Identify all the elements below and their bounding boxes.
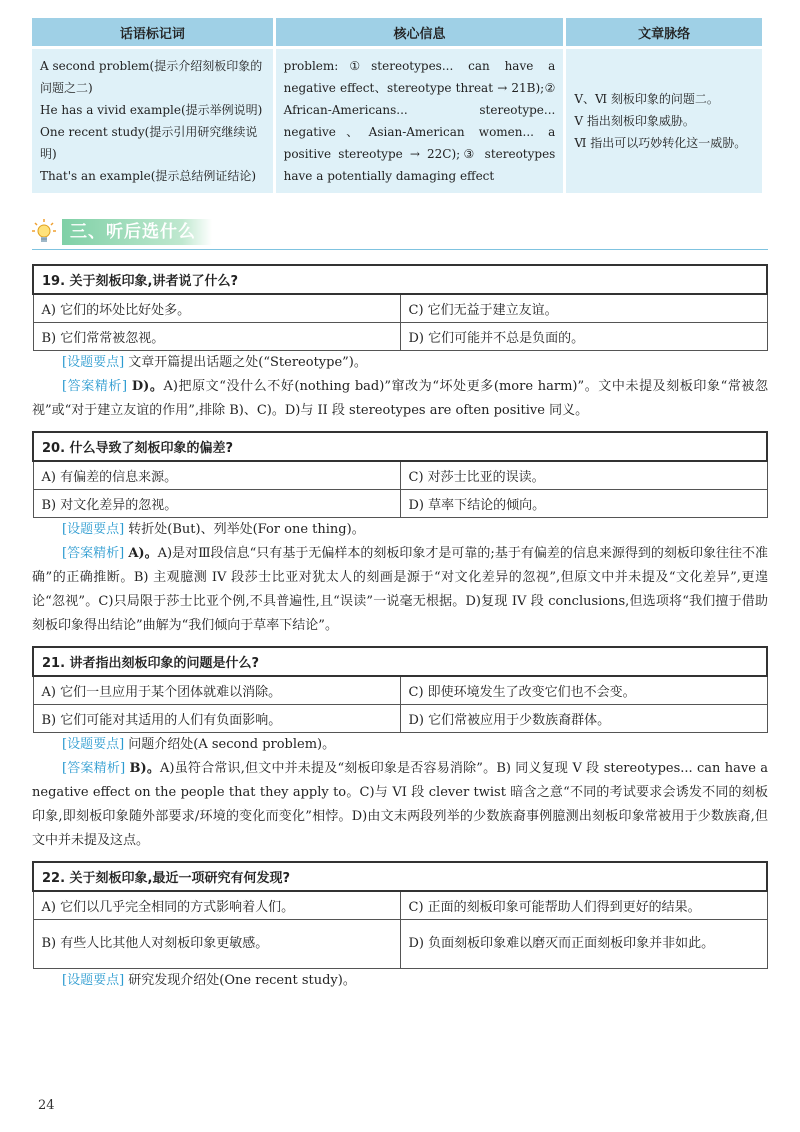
key-point [32, 733, 768, 757]
question-title: 21. 讲者指出刻板印象的问题是什么? [33, 647, 767, 676]
structure-line: Ⅴ 指出刻板印象威胁。 [574, 114, 695, 128]
key-text: 研究发现介绍处(One recent study)。 [128, 973, 356, 988]
option-a[interactable]: A) 它们的坏处比好处多。 [33, 294, 400, 323]
option-c[interactable]: C) 正面的刻板印象可能帮助人们得到更好的结果。 [400, 891, 767, 920]
page-content [32, 18, 768, 993]
key-text: 文章开篇提出话题之处(“Stereotype”)。 [128, 355, 367, 370]
key-tag: [设题要点] [62, 973, 125, 988]
option-c[interactable]: C) 对莎士比亚的误读。 [400, 461, 767, 490]
answer-text: A)是对Ⅲ段信息“只有基于无偏样本的刻板印象才是可靠的;基于有偏差的信息来源得到的刻板印象往往不准确”的正确推断。B) 主观臆测 IV 段莎士比亚对犹太人的刻画是源于“对文化差异的忽视”,但原文中并未提及“文化差异”,更遑论“忽视”。C)只局限于莎士比亚个例,不具普遍性,且“误读”一说毫无根据。D)复现 IV 段 conclusions,但选项将“我们擅于借助刻板印象得出结论”曲解为“我们倾向于草率下结论”。 [32, 546, 768, 633]
key-tag: [设题要点] [62, 737, 125, 752]
key-point [32, 518, 768, 542]
key-point [32, 969, 768, 993]
answer-analysis [32, 542, 768, 638]
answer-tag: [答案精析] [62, 546, 125, 561]
header-markers: 话语标记词 [32, 18, 273, 49]
markers-cell [32, 49, 273, 193]
marker-line: That's an example(提示总结例证结论) [40, 169, 257, 183]
answer-letter: B)。 [129, 761, 161, 776]
option-d[interactable]: D) 它们可能并不总是负面的。 [400, 323, 767, 351]
page-number: 24 [38, 1098, 55, 1113]
answer-text: A)把原文“没什么不好(nothing bad)”窜改为“坏处更多(more harm)”。文中未提及刻板印象“常被忽视”或“对于建立友谊的作用”,排除 B)、C)。D)与 II 段 stereotypes are often positive 同义。 [32, 379, 769, 418]
question-title: 20. 什么导致了刻板印象的偏差? [33, 432, 767, 461]
answer-tag: [答案精析] [62, 761, 126, 776]
answer-letter: A)。 [128, 546, 158, 561]
option-b[interactable]: B) 它们常常被忽视。 [33, 323, 400, 351]
discourse-marker-table [29, 18, 765, 193]
key-point [32, 351, 768, 375]
key-tag: [设题要点] [62, 522, 125, 537]
header-structure: 文章脉络 [566, 18, 762, 49]
section-heading [32, 215, 768, 250]
option-a[interactable]: A) 它们一旦应用于某个团体就难以消除。 [33, 676, 400, 705]
option-d[interactable]: D) 负面刻板印象难以磨灭而正面刻板印象并非如此。 [400, 920, 767, 969]
option-a[interactable]: A) 它们以几乎完全相同的方式影响着人们。 [33, 891, 400, 920]
structure-cell [566, 49, 762, 193]
option-b[interactable]: B) 有些人比其他人对刻板印象更敏感。 [33, 920, 400, 969]
answer-analysis [32, 757, 768, 853]
option-b[interactable]: B) 它们可能对其适用的人们有负面影响。 [33, 705, 400, 733]
option-b[interactable]: B) 对文化差异的忽视。 [33, 490, 400, 518]
question-19 [32, 264, 768, 423]
marker-line: One recent study(提示引用研究继续说明) [40, 125, 258, 161]
marker-line: He has a vivid example(提示举例说明) [40, 103, 263, 117]
question-title: 22. 关于刻板印象,最近一项研究有何发现? [33, 862, 767, 891]
header-core-info: 核心信息 [276, 18, 564, 49]
answer-text: A)虽符合常识,但文中并未提及“刻板印象是否容易消除”。B) 同义复现 V 段 stereotypes... can have a negative effect on the people that they apply to。C)与 VI 段 clever twist 暗含之意“不同的考试要求会诱发不同的刻板印象,即刻板印象随外部要求/环境的变化而变化”相悖。D)由文末两段列举的少数族裔事例臆测出刻板印象常被用于少数族裔,但文中并未提及这点。 [32, 761, 768, 848]
structure-line: Ⅵ 指出可以巧妙转化这一威胁。 [574, 136, 747, 150]
structure-line: Ⅴ、Ⅵ 刻板印象的问题二。 [574, 92, 719, 106]
key-text: 转折处(But)、列举处(For one thing)。 [128, 522, 365, 537]
core-info-cell: problem:①stereotypes... can have a negative effect、stereotype threat → 21B);② African-Americans... stereotype... negative、Asian-American women... a positive stereotype → 22C);③ stereotypes have a potentially damaging effect [276, 49, 564, 193]
question-21 [32, 646, 768, 853]
lightbulb-icon [32, 219, 56, 245]
option-c[interactable]: C) 它们无益于建立友谊。 [400, 294, 767, 323]
answer-tag: [答案精析] [62, 379, 128, 394]
option-c[interactable]: C) 即使环境发生了改变它们也不会变。 [400, 676, 767, 705]
option-d[interactable]: D) 它们常被应用于少数族裔群体。 [400, 705, 767, 733]
option-d[interactable]: D) 草率下结论的倾向。 [400, 490, 767, 518]
option-a[interactable]: A) 有偏差的信息来源。 [33, 461, 400, 490]
key-text: 问题介绍处(A second problem)。 [128, 737, 336, 752]
question-20 [32, 431, 768, 638]
marker-line: A second problem(提示介绍刻板印象的问题之二) [40, 59, 263, 95]
section-title: 三、听后选什么 [62, 219, 212, 245]
key-tag: [设题要点] [62, 355, 125, 370]
answer-letter: D)。 [131, 379, 164, 394]
question-22 [32, 861, 768, 993]
question-title: 19. 关于刻板印象,讲者说了什么? [33, 265, 767, 294]
answer-analysis [32, 375, 768, 423]
